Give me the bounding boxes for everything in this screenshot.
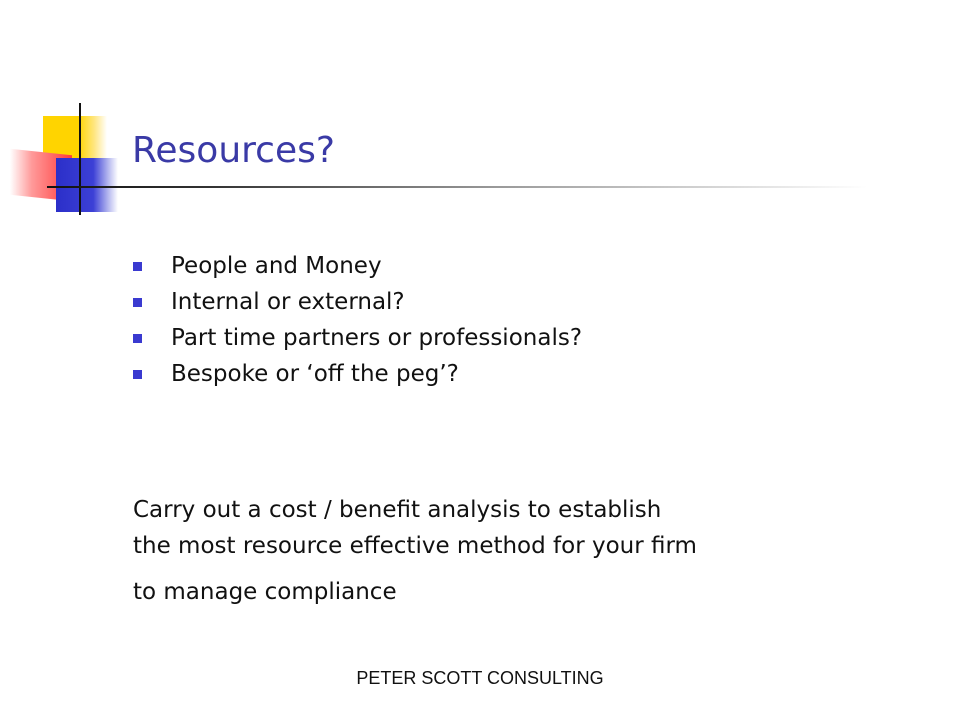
corner-ornament — [0, 0, 140, 230]
bullet-text: Part time partners or professionals? — [171, 325, 583, 351]
bullet-text: Bespoke or ‘off the peg’? — [171, 361, 459, 387]
bullet-text: Internal or external? — [171, 289, 405, 315]
slide-footer: PETER SCOTT CONSULTING — [356, 668, 604, 688]
bullet-text: People and Money — [171, 253, 382, 279]
list-item — [133, 284, 582, 320]
slide-title: Resources? — [132, 130, 335, 171]
ornament-vertical-line — [79, 103, 81, 215]
bullet-list — [133, 248, 582, 392]
summary-line: to manage compliance — [133, 579, 397, 605]
list-item — [133, 248, 582, 284]
bullet-square-icon — [133, 262, 142, 271]
bullet-square-icon — [133, 334, 142, 343]
ornament-blue-square — [56, 158, 118, 212]
title-underline — [47, 186, 867, 188]
list-item — [133, 320, 582, 356]
summary-paragraph — [133, 492, 833, 610]
summary-line: the most resource effective method for your firm — [133, 533, 697, 559]
summary-line: Carry out a cost / benefit analysis to establish — [133, 497, 662, 523]
bullet-square-icon — [133, 370, 142, 379]
bullet-square-icon — [133, 298, 142, 307]
list-item — [133, 356, 582, 392]
